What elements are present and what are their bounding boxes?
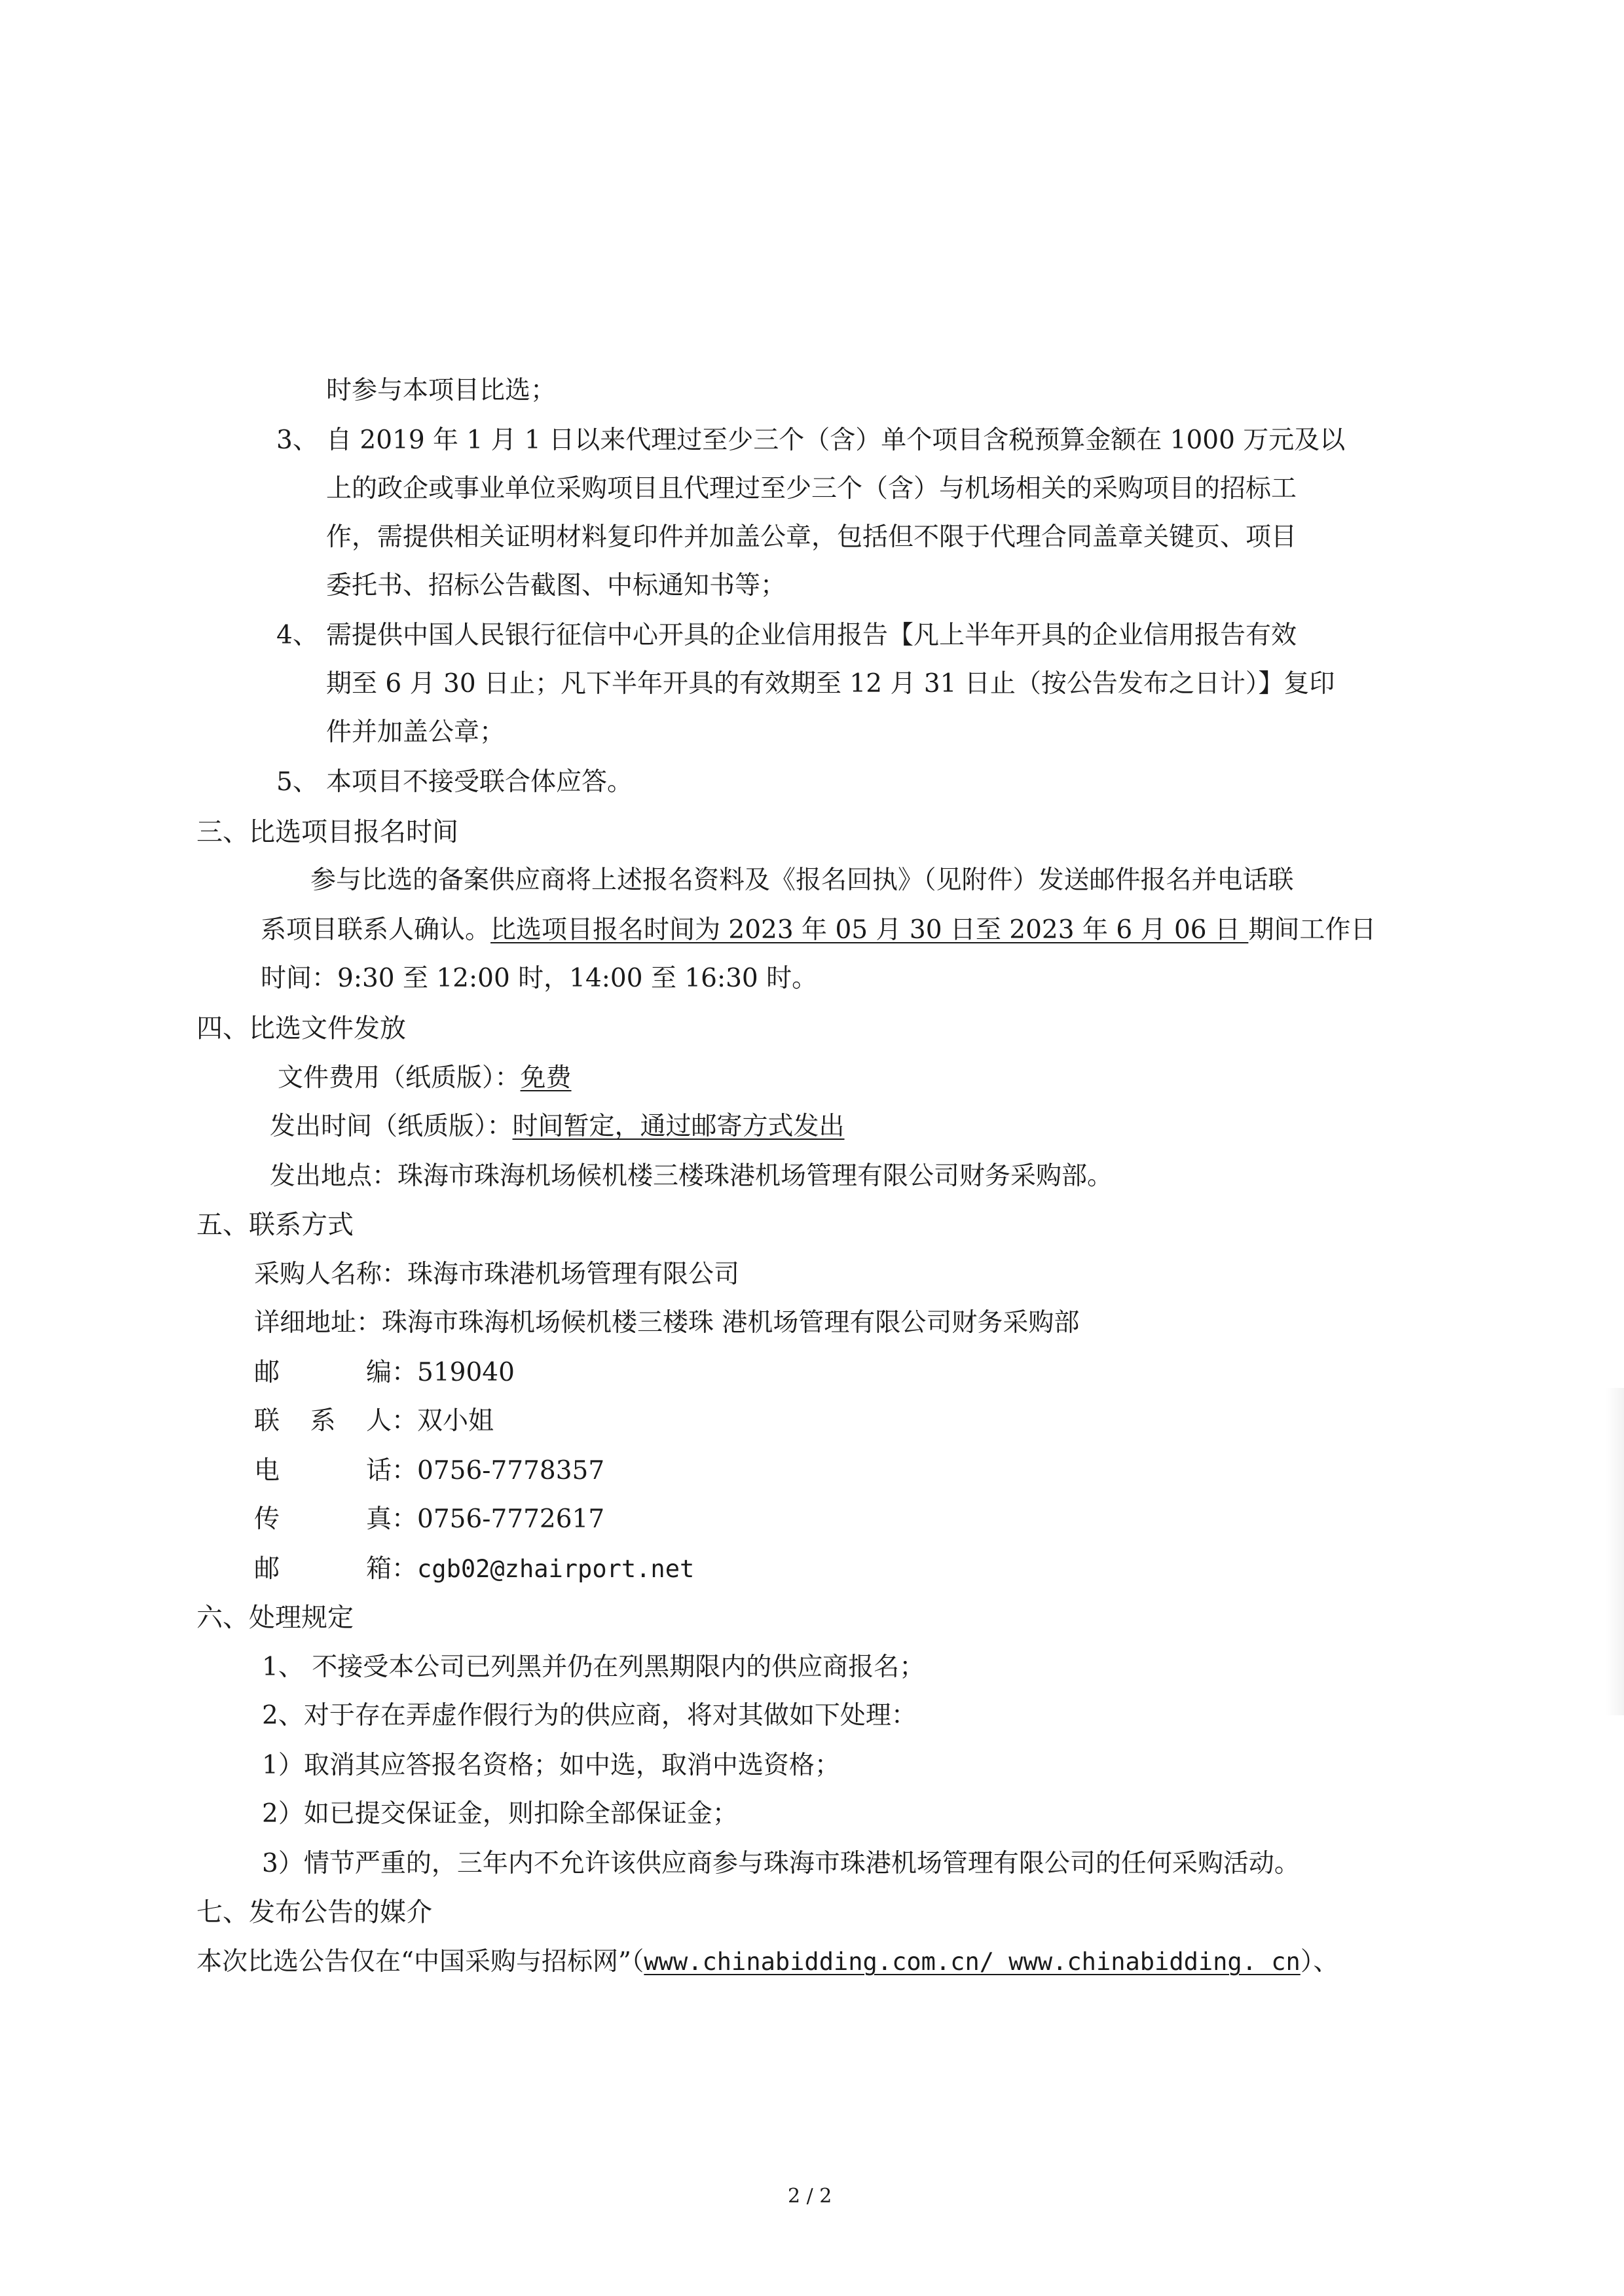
postcode-label: 邮编: [254, 1358, 392, 1387]
item-5-line-1: 本项目不接受联合体应答。: [326, 767, 633, 797]
item-4-line-1: 需提供中国人民银行征信中心开具的企业信用报告【凡上半年开具的企业信用报告有效: [326, 621, 1297, 650]
email-row: 邮箱 ： cgb02@zhairport.net: [254, 1553, 694, 1586]
document-fee: [278, 1062, 572, 1095]
requirement-continuation: 时参与本项目比选；: [326, 376, 557, 405]
item-5-number: 5、: [276, 767, 318, 797]
item-3-line-2: 上的政企或事业单位采购项目且代理过至少三个（含）与机场相关的采购项目的招标工: [326, 474, 1297, 503]
section-3-line-3: 时间：9:30 至 12:00 时，14:00 至 16:30 时。: [261, 964, 818, 993]
section-7-line-1c: ）、: [1300, 1947, 1339, 1977]
fax-value: 0756-7772617: [417, 1504, 605, 1534]
section-7-heading: 七、发布公告的媒介: [196, 1897, 432, 1927]
document-fee-value: 免费: [520, 1063, 572, 1093]
registration-period: 比选项目报名时间为 2023 年 05 月 30 日至 2023 年 6 月 06 日: [490, 915, 1249, 945]
buyer-address: 详细地址：珠海市珠海机场候机楼三楼珠 港机场管理有限公司财务采购部: [254, 1308, 1080, 1338]
rule-1: 1、 不接受本公司已列黑并仍在列黑期限内的供应商报名；: [262, 1652, 925, 1682]
item-3-line-3: 作，需提供相关证明材料复印件并加盖公章，包括但不限于代理合同盖章关键页、项目: [326, 522, 1297, 552]
rule-2: 2、对于存在弄虚作假行为的供应商，将对其做如下处理：: [262, 1701, 917, 1730]
postcode-value: 519040: [417, 1358, 515, 1387]
scan-edge-shadow: [1606, 1388, 1624, 1715]
rule-2-sub-2: 2）如已提交保证金，则扣除全部保证金；: [262, 1799, 738, 1829]
section-5-heading: 五、联系方式: [196, 1210, 354, 1240]
contact-row: 联系人 ： 双小姐: [254, 1405, 494, 1438]
issue-time-value: 时间暂定，通过邮寄方式发出: [512, 1112, 845, 1141]
chinabidding-link[interactable]: www.chinabidding.com.cn/ www.chinabidding. cn: [644, 1948, 1301, 1976]
phone-row: 电话 ： 0756-7778357: [254, 1455, 604, 1487]
fax-row: 传真 ： 0756-7772617: [254, 1503, 604, 1536]
section-3-line-2a: 系项目联系人确认。: [261, 915, 491, 945]
item-4-number: 4、: [276, 621, 318, 650]
rule-2-sub-1: 1）取消其应答报名资格；如中选，取消中选资格；: [262, 1751, 840, 1780]
postcode-row: 邮编 ： 519040: [254, 1357, 515, 1389]
section-3-line-2c: 期间工作日: [1248, 915, 1376, 945]
email-value: cgb02@zhairport.net: [417, 1555, 695, 1583]
section-7-line-1: [196, 1946, 1338, 1978]
section-3-heading: 三、比选项目报名时间: [196, 817, 458, 847]
section-3-line-1: 参与比选的备案供应商将上述报名资料及《报名回执》（见附件）发送邮件报名并电话联: [310, 866, 1294, 895]
item-4-line-3: 件并加盖公章；: [326, 718, 506, 747]
fax-label: 传真: [254, 1504, 392, 1534]
email-label: 邮箱: [254, 1554, 392, 1584]
rule-2-sub-3: 3）情节严重的，三年内不允许该供应商参与珠海市珠港机场管理有限公司的任何采购活动。: [262, 1849, 1300, 1878]
section-3-line-2: [261, 914, 1376, 947]
contact-value: 双小姐: [417, 1406, 494, 1436]
issue-place: 发出地点：珠海市珠海机场候机楼三楼珠港机场管理有限公司财务采购部。: [270, 1161, 1113, 1191]
item-3-line-1: 自 2019 年 1 月 1 日以来代理过至少三个（含）单个项目含税预算金额在 1000 万元及以: [326, 426, 1346, 455]
issue-time: [270, 1110, 845, 1143]
section-6-heading: 六、处理规定: [196, 1603, 354, 1633]
phone-label: 电话: [254, 1456, 392, 1485]
section-7-line-1a: 本次比选公告仅在“中国采购与招标网”（: [196, 1947, 644, 1977]
item-4-line-2: 期至 6 月 30 日止；凡下半年开具的有效期至 12 月 31 日止（按公告发布之日计）】复印: [326, 669, 1335, 699]
page-number: 2 / 2: [788, 2185, 832, 2208]
issue-time-label: 发出时间（纸质版）：: [270, 1112, 513, 1141]
contact-label: 联系人: [254, 1406, 392, 1436]
buyer-name: 采购人名称：珠海市珠港机场管理有限公司: [254, 1260, 740, 1289]
document-fee-label: 文件费用（纸质版）：: [278, 1063, 521, 1093]
item-3-number: 3、: [276, 426, 318, 455]
section-4-heading: 四、比选文件发放: [196, 1013, 406, 1044]
item-3-line-4: 委托书、招标公告截图、中标通知书等；: [326, 571, 786, 600]
phone-value: 0756-7778357: [417, 1456, 605, 1485]
